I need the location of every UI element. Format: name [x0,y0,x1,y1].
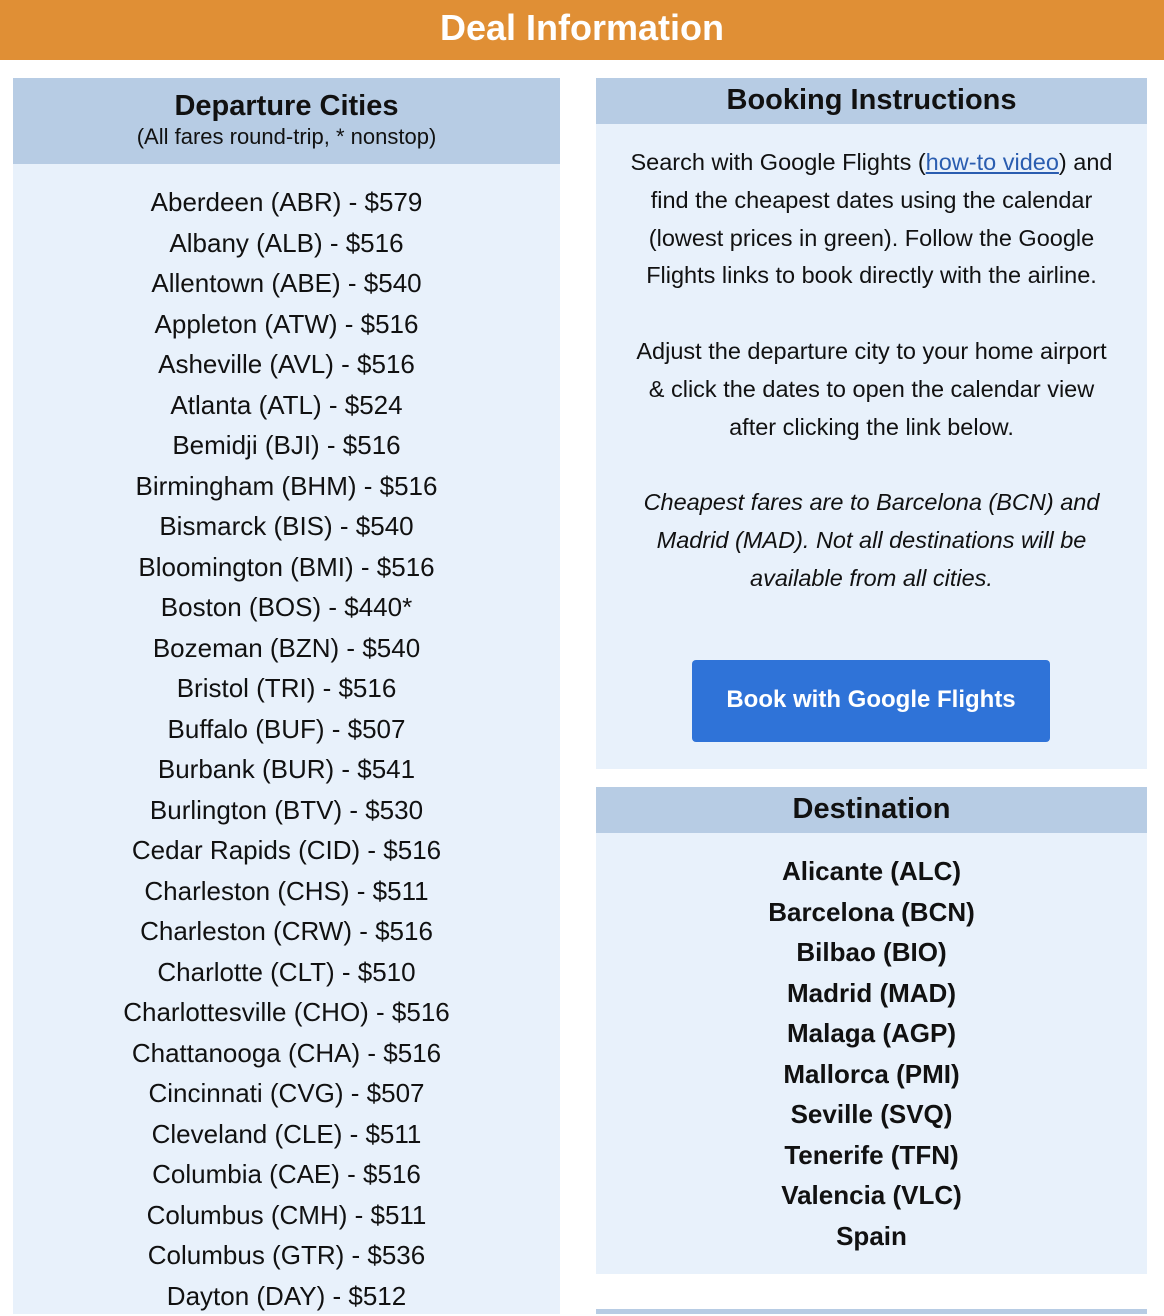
destination-list [596,833,1147,1256]
departure-city-item: Aberdeen (ABR) - $579 [13,182,560,223]
how-to-video-link[interactable]: how-to video [926,149,1059,175]
departure-city-item: Charlottesville (CHO) - $516 [13,992,560,1033]
departure-city-item: Bloomington (BMI) - $516 [13,547,560,588]
departure-city-item: Bemidji (BJI) - $516 [13,425,560,466]
departure-city-item: Burbank (BUR) - $541 [13,749,560,790]
deal-information-banner: Deal Information [0,0,1164,60]
destination-item: Madrid (MAD) [596,973,1147,1014]
booking-instructions-panel [596,78,1147,769]
departure-city-item: Albany (ALB) - $516 [13,223,560,264]
departure-city-item: Cleveland (CLE) - $511 [13,1114,560,1155]
departure-city-item: Boston (BOS) - $440* [13,587,560,628]
destination-item: Spain [596,1216,1147,1257]
departure-city-item: Cedar Rapids (CID) - $516 [13,830,560,871]
destination-item: Bilbao (BIO) [596,932,1147,973]
book-with-google-flights-button[interactable]: Book with Google Flights [692,660,1050,742]
destination-item: Tenerife (TFN) [596,1135,1147,1176]
departure-city-item: Columbus (GTR) - $536 [13,1235,560,1276]
destination-panel [596,787,1147,1274]
departure-city-item: Cincinnati (CVG) - $507 [13,1073,560,1114]
departure-city-item: Dayton (DAY) - $512 [13,1276,560,1316]
next-panel-header-edge [596,1309,1147,1314]
departure-city-item: Atlanta (ATL) - $524 [13,385,560,426]
destination-item: Seville (SVQ) [596,1094,1147,1135]
destination-item: Alicante (ALC) [596,851,1147,892]
departure-city-item: Bismarck (BIS) - $540 [13,506,560,547]
departure-city-item: Buffalo (BUF) - $507 [13,709,560,750]
departure-cities-header [13,78,560,164]
departure-city-item: Asheville (AVL) - $516 [13,344,560,385]
departure-city-item: Bozeman (BZN) - $540 [13,628,560,669]
destination-item: Mallorca (PMI) [596,1054,1147,1095]
booking-instructions-title: Booking Instructions [596,78,1147,124]
destination-item: Malaga (AGP) [596,1013,1147,1054]
departure-city-item: Columbia (CAE) - $516 [13,1154,560,1195]
departure-city-item: Appleton (ATW) - $516 [13,304,560,345]
booking-paragraph-search [626,144,1117,295]
destination-item: Barcelona (BCN) [596,892,1147,933]
departure-city-item: Burlington (BTV) - $530 [13,790,560,831]
departure-city-item: Bristol (TRI) - $516 [13,668,560,709]
departure-cities-title: Departure Cities [13,89,560,123]
booking-search-text-cont: ) and find the cheapest dates using the calendar (lowest prices in green). Follow the Google Flights links to book directly with the airline. [646,149,1112,288]
departure-city-item: Birmingham (BHM) - $516 [13,466,560,507]
departure-city-item: Charleston (CHS) - $511 [13,871,560,912]
destination-item: Valencia (VLC) [596,1175,1147,1216]
booking-paragraph-adjust: Adjust the departure city to your home airport & click the dates to open the calendar view after clicking the link below. [626,333,1117,446]
departure-cities-subtitle: (All fares round-trip, * nonstop) [13,123,560,151]
departure-city-item: Allentown (ABE) - $540 [13,263,560,304]
booking-paragraph-cheapest: Cheapest fares are to Barcelona (BCN) and Madrid (MAD). Not all destinations will be available from all cities. [626,484,1117,597]
booking-search-text: Search with Google Flights ( [630,149,925,175]
booking-instructions-body [596,124,1147,598]
destination-title: Destination [596,787,1147,833]
departure-city-item: Columbus (CMH) - $511 [13,1195,560,1236]
departure-cities-panel [13,78,560,1314]
departure-city-item: Charleston (CRW) - $516 [13,911,560,952]
departure-city-list [13,164,560,1316]
departure-city-item: Chattanooga (CHA) - $516 [13,1033,560,1074]
departure-city-item: Charlotte (CLT) - $510 [13,952,560,993]
